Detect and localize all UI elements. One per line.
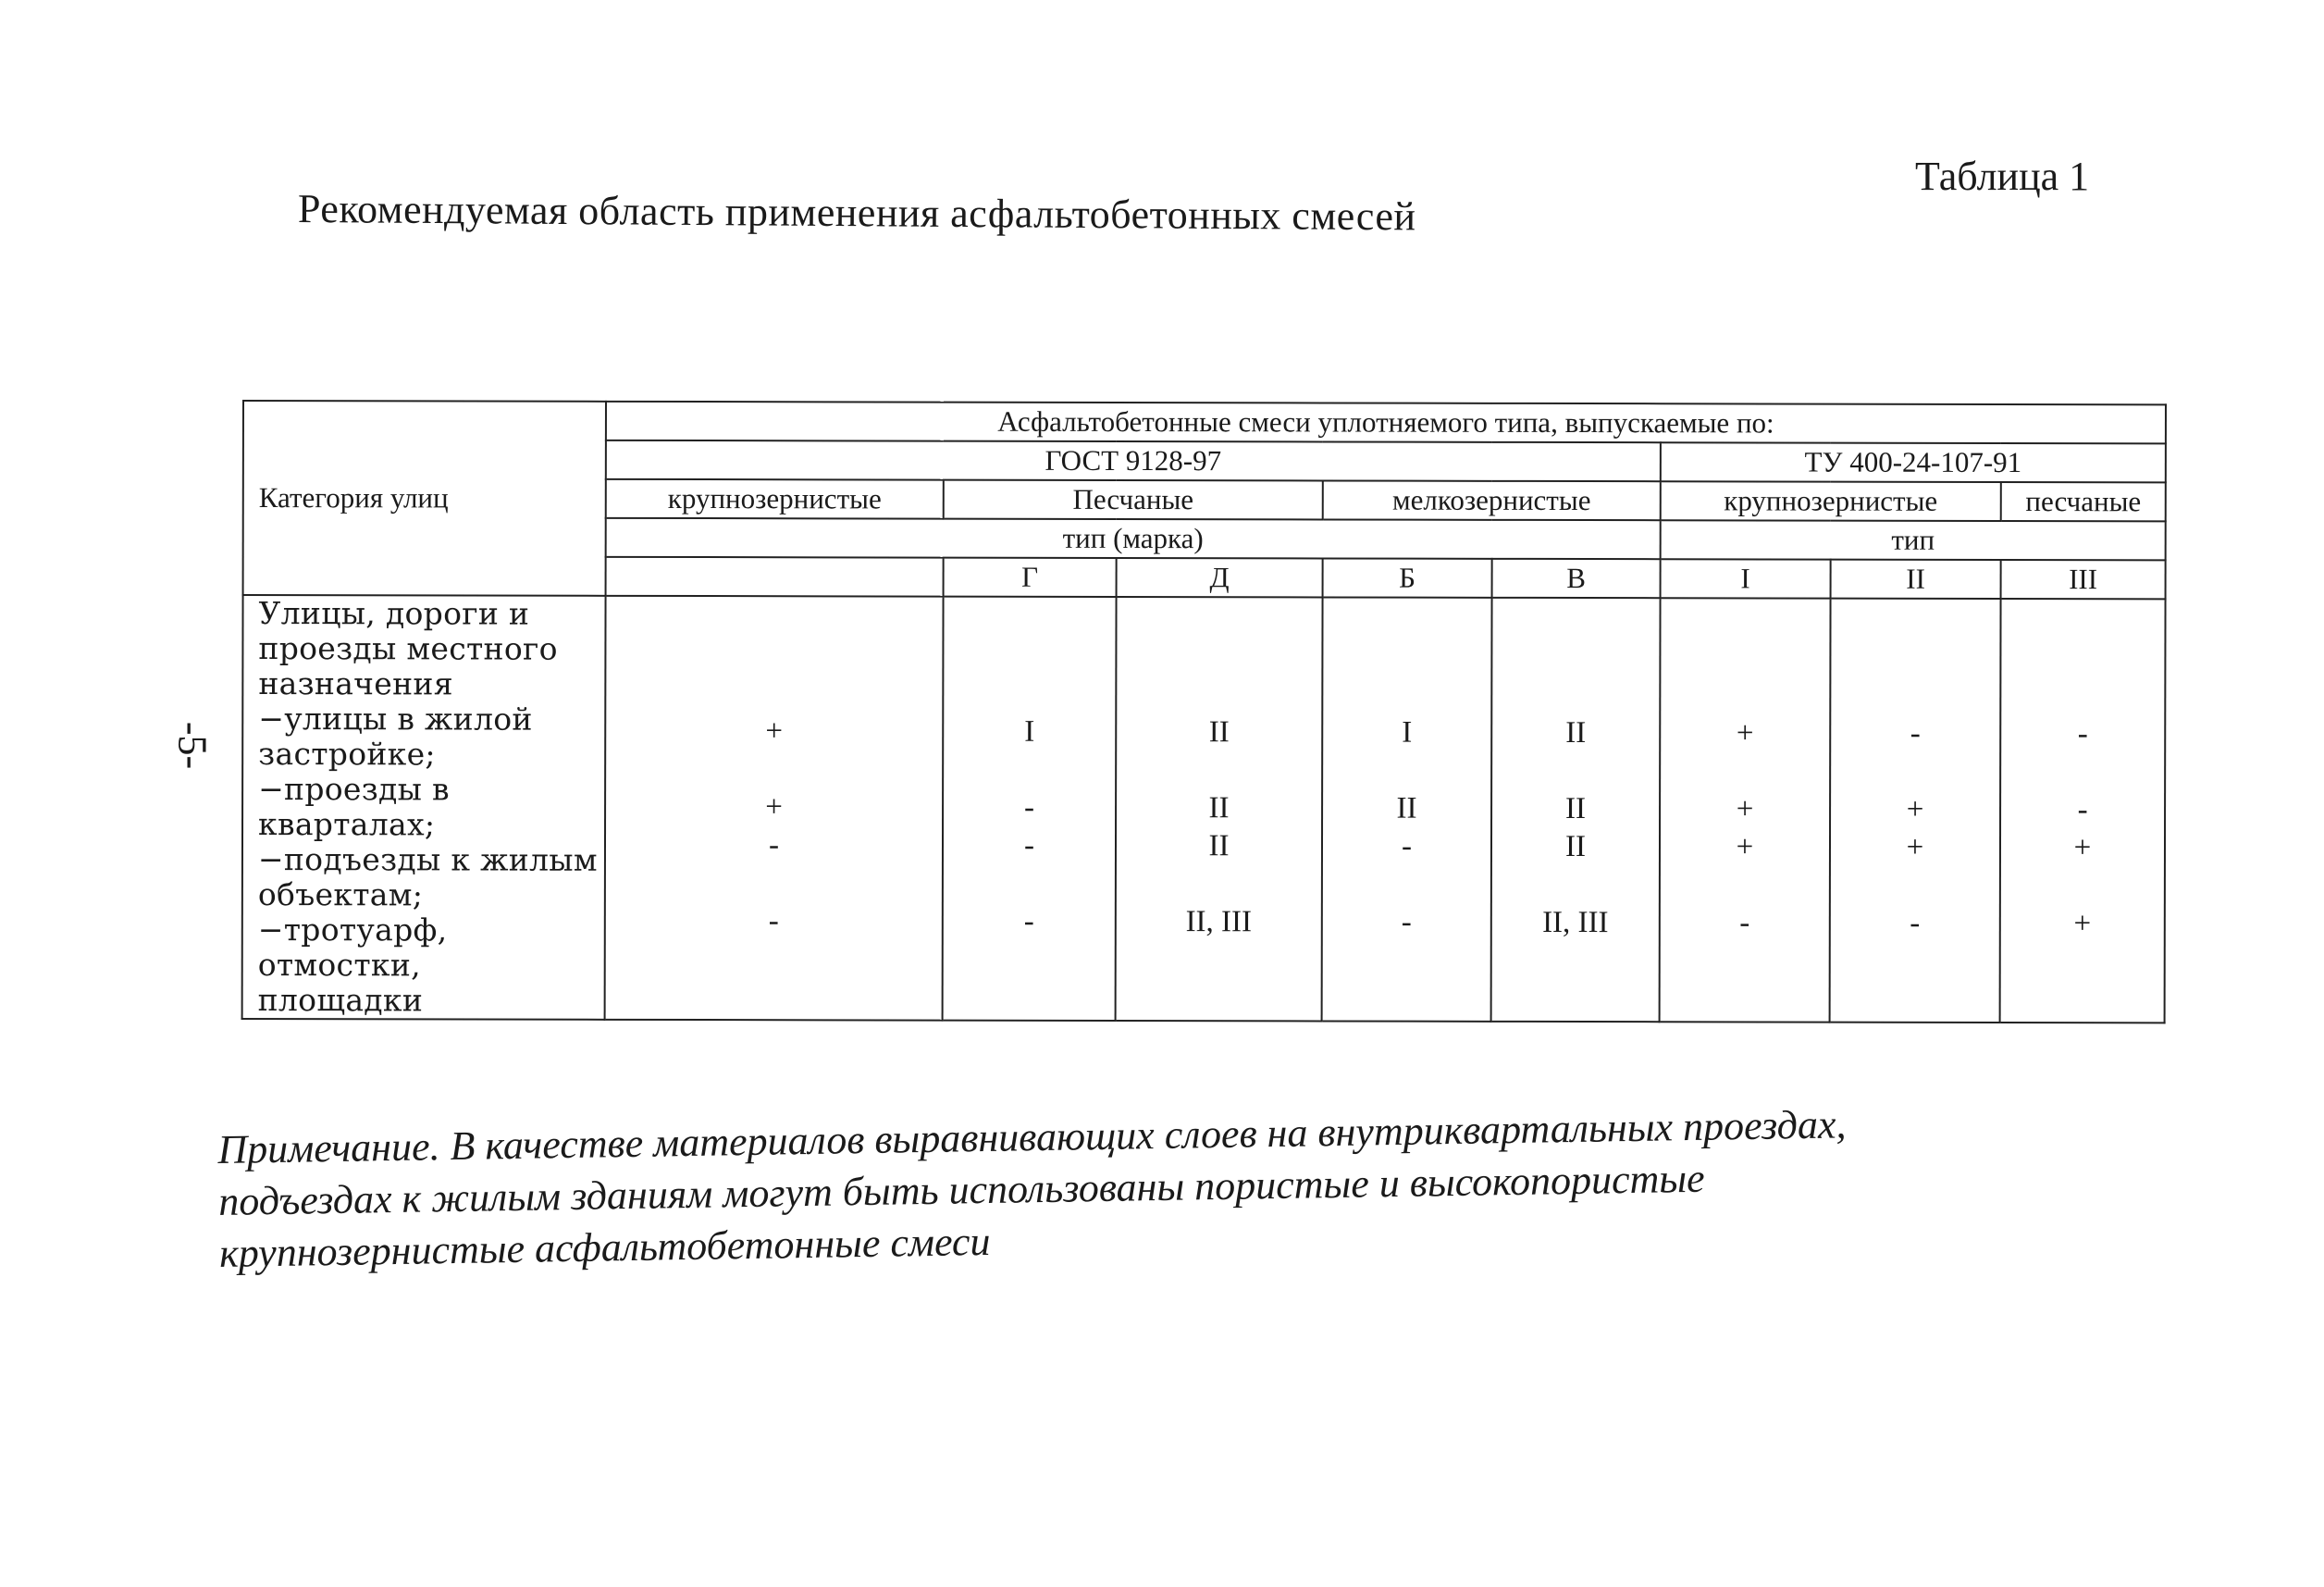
table-cell: - — [1023, 828, 1035, 862]
table-cell: II — [1565, 715, 1587, 750]
document-title: Рекомендуемая область применения асфальтобетонных смесей — [297, 186, 1416, 240]
table-cell: + — [1906, 792, 1924, 826]
table-cell: - — [1023, 904, 1034, 938]
subtype-header: II — [1831, 560, 2001, 599]
note-line: крупнозернистые асфальтобетонные смеси — [218, 1218, 991, 1276]
category-line: −улицы в жилой — [258, 701, 533, 738]
table-cell: - — [2077, 717, 2088, 751]
category-line: назначения — [258, 665, 453, 702]
group-header: крупнозернистые — [1661, 481, 2001, 521]
table-cell: + — [2073, 831, 2092, 865]
column-cells — [1322, 597, 1492, 1021]
column-cells — [943, 597, 1117, 1021]
table-cell: II — [1208, 829, 1230, 863]
note-line: Примечание. В качестве материалов выравнивающих слоев на внутриквартальных проездах, — [217, 1101, 1847, 1172]
table-cell: - — [768, 904, 779, 938]
table-cell: - — [1401, 905, 1412, 939]
top-header: Асфальтобетонные смеси уплотняемого типа, выпускаемые по: — [606, 402, 2166, 444]
table-cell: II — [1564, 829, 1587, 864]
table-cell: - — [1739, 906, 1750, 940]
group-header: мелкозернистые — [1323, 480, 1661, 520]
table-cell: - — [1910, 716, 1921, 750]
category-line: −проезды в кварталах; — [257, 771, 450, 843]
subtype-header: III — [2001, 560, 2166, 599]
category-line: −тротуарф, отмостки, — [257, 911, 448, 984]
table-cell: II — [1565, 791, 1587, 826]
table-cell: - — [1910, 906, 1921, 940]
category-line: −подъезды к жилым — [257, 841, 598, 878]
tu-header: ТУ 400-24-107-91 — [1661, 442, 2166, 482]
table-cell: II — [1208, 791, 1230, 825]
table-cell: + — [1736, 792, 1754, 826]
table-cell: I — [1402, 715, 1413, 750]
note-line: подъездах к жилым зданиям могут быть использованы пористые и высокопористые — [217, 1155, 1705, 1224]
category-line: застройке; — [258, 736, 436, 773]
type-header: тип — [1661, 520, 2166, 560]
column-cells — [2000, 599, 2166, 1023]
table-cell: I — [1024, 714, 1035, 749]
subtype-header — [606, 557, 944, 597]
table-cell: II, III — [1185, 905, 1253, 939]
table-cell: II — [1396, 791, 1417, 825]
column-cells — [1660, 598, 1831, 1022]
group-header: песчаные — [2001, 482, 2166, 521]
type-mark-header: тип (марка) — [606, 518, 1661, 559]
table-cell: + — [1906, 830, 1924, 864]
table-cell: + — [1736, 716, 1754, 750]
table-cell: - — [1401, 829, 1413, 863]
table-cell: + — [765, 714, 784, 749]
subtype-header: Д — [1117, 558, 1323, 597]
table-cell: II — [1208, 715, 1230, 750]
table-cell: + — [765, 790, 783, 824]
column-cells — [1491, 598, 1661, 1022]
table-label: Таблица 1 — [1915, 154, 2090, 199]
street-categories — [242, 595, 606, 1020]
mix-application-table — [241, 400, 2165, 1023]
table-cell: + — [1736, 830, 1754, 864]
column-cells — [1830, 599, 2001, 1023]
table-cell: - — [2077, 793, 2088, 827]
table-cell: - — [768, 828, 780, 862]
table-cell: - — [1024, 790, 1035, 824]
subtype-header: Б — [1323, 558, 1492, 597]
category-line: Улицы, дороги и — [258, 595, 530, 632]
subtype-header: Г — [944, 558, 1117, 597]
group-header: крупнозернистые — [606, 479, 944, 519]
gost-header: ГОСТ 9128-97 — [606, 440, 1661, 481]
column-cells — [1116, 597, 1323, 1021]
subtype-header: В — [1492, 559, 1661, 598]
subtype-header: I — [1661, 559, 1831, 598]
page-number: -5- — [169, 721, 216, 770]
table-cell: II, III — [1542, 905, 1609, 940]
note — [217, 1096, 2070, 1280]
category-header: Категория улиц — [243, 401, 606, 596]
category-line: проезды местного — [258, 630, 558, 667]
table-cell: + — [2073, 907, 2092, 941]
category-line: объектам; — [257, 876, 424, 913]
category-line: площадки — [257, 982, 424, 1019]
group-header: Песчаные — [944, 480, 1323, 520]
column-cells — [605, 596, 944, 1021]
